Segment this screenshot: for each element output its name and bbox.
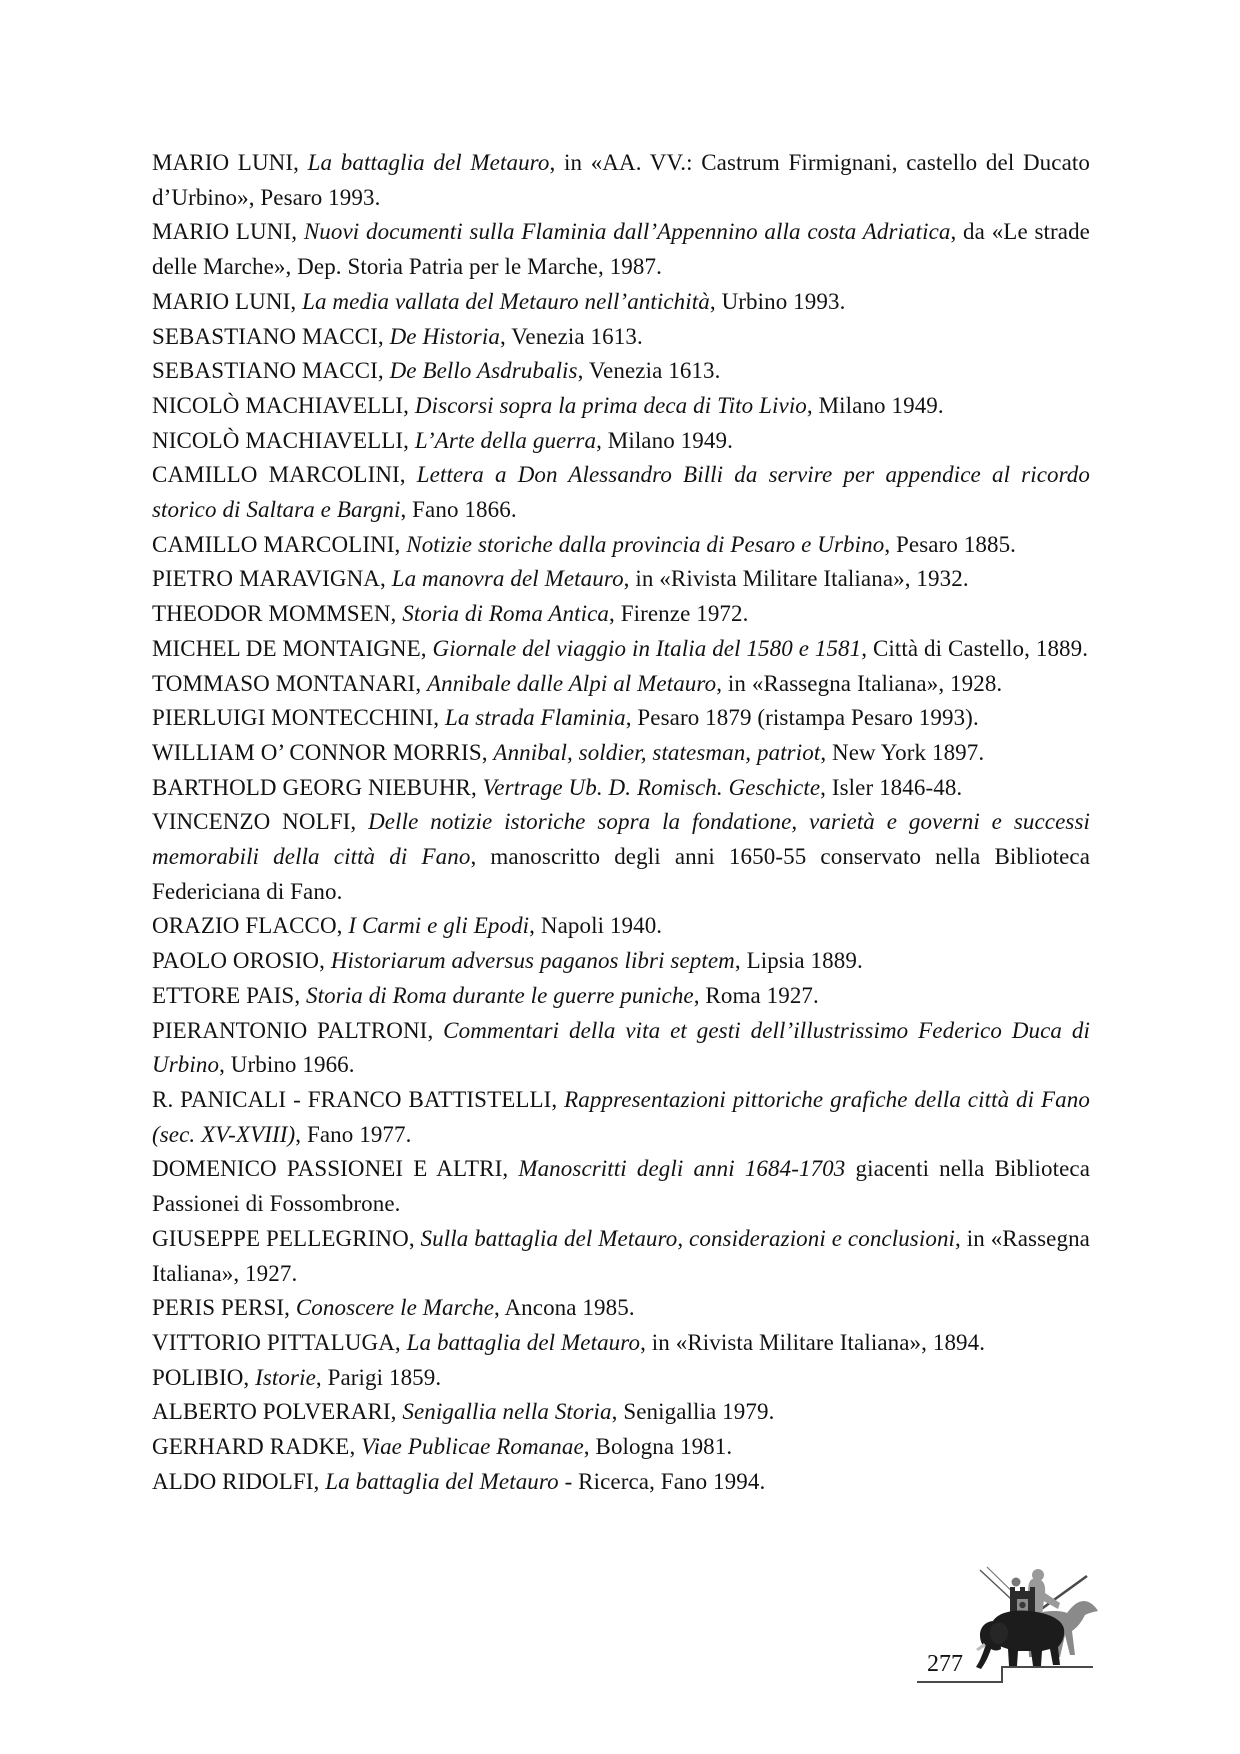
entry-rest: , Senigallia 1979. [611,1399,775,1425]
bibliography-entry [152,1152,1090,1221]
entry-title: Istorie [255,1364,316,1390]
entry-rest: , in «Rassegna Italiana», 1928. [716,670,1003,696]
entry-title: Delle notizie istoriche sopra la fondatione, varietà e governi e successi memorabili della città di Fano [152,809,1090,870]
entry-rest: , Urbino 1993. [709,288,846,314]
entry-title: De Bello Asdrubalis [389,358,578,384]
entry-author: MICHEL DE MONTAIGNE, [152,635,433,661]
entry-rest: , in «AA. VV.: Castrum Firmignani, castello del Ducato d’Urbino», Pesaro 1993. [152,150,1090,210]
entry-title: Senigallia nella Storia [402,1399,612,1425]
entry-rest: , New York 1897. [820,739,985,765]
bibliography-entry [152,285,1090,320]
bibliography-entry [152,389,1090,424]
entry-author: BARTHOLD GEORG NIEBUHR, [152,774,483,800]
entry-rest: - Ricerca, Fano 1994. [558,1468,766,1494]
bibliography-entry [152,805,1090,909]
entry-title: Lettera a Don Alessandro Billi da servire per appendice al ricordo storico di Saltara e Bargni [152,462,1091,523]
entry-author: PIETRO MARAVIGNA, [152,566,392,592]
entry-author: ALDO RIDOLFI, [152,1468,326,1494]
bibliography-entry [152,1083,1090,1152]
entry-rest: , Napoli 1940. [529,913,663,939]
entry-rest: giacenti nella Biblioteca Passionei di Fossombrone. [152,1156,1091,1217]
entry-author: MARIO LUNI, [152,150,308,175]
entry-author: PIERLUIGI MONTECCHINI, [152,705,445,731]
entry-rest: , Pesaro 1879 (ristampa Pesaro 1993). [625,705,979,731]
bibliography-entry [152,632,1090,667]
entry-title: Commentari della vita et gesti dell’illustrissimo Federico Duca di Urbino [152,1017,1090,1078]
bibliography-entry [152,979,1090,1014]
bibliography-entry [152,215,1090,284]
entry-author: SEBASTIANO MACCI, [152,358,390,384]
war-elephant-illustration [972,1563,1104,1671]
entry-rest: , Urbino 1966. [219,1052,355,1078]
bibliography-entry [152,528,1090,563]
entry-rest: , Firenze 1972. [609,601,749,627]
entry-rest: , Venezia 1613. [499,323,643,349]
page-number: 277 [927,1651,963,1677]
entry-author: NICOLÒ MACHIAVELLI, [152,427,415,453]
entry-title: Storia di Roma Antica [402,601,610,627]
entry-author: NICOLÒ MACHIAVELLI, [152,392,415,418]
entry-author: MARIO LUNI, [152,288,303,314]
footer-rule-lower [917,1681,1002,1683]
bibliography-entry [152,1326,1090,1361]
bibliography-entry [152,1430,1090,1465]
bibliography-entry [152,597,1090,632]
entry-rest: , Fano 1866. [400,497,517,523]
bibliography-entry [152,1222,1090,1291]
entry-title: L’Arte della guerra [414,427,597,453]
entry-author: CAMILLO MARCOLINI, [152,531,407,557]
entry-title: Annibal, soldier, statesman, patriot [493,739,821,765]
entry-rest: , in «Rivista Militare Italiana», 1932. [623,566,969,592]
entry-author: DOMENICO PASSIONEI E ALTRI, [152,1156,519,1182]
bibliography-entry [152,1361,1090,1396]
entry-author: VITTORIO PITTALUGA, [152,1329,407,1355]
bibliography-entry [152,562,1090,597]
bibliography-entry [152,146,1090,215]
bibliography-entry [152,1465,1090,1500]
entry-rest: , Parigi 1859. [315,1364,442,1390]
entry-author: ORAZIO FLACCO, [152,913,349,939]
entry-title: Rappresentazioni pittoriche grafiche della città di Fano (sec. XV-XVIII) [152,1086,1090,1147]
entry-rest: , Milano 1949. [596,427,733,453]
entry-rest: , da «Le strade delle Marche», Dep. Storia Patria per le Marche, 1987. [152,219,1090,280]
entry-author: CAMILLO MARCOLINI, [152,462,417,488]
entry-rest: , Bologna 1981. [583,1434,733,1460]
entry-title: Historiarum adversus paganos libri septem [330,948,735,974]
entry-title: La battaglia del Metauro [406,1329,641,1355]
entry-rest: , Isler 1846-48. [820,774,963,800]
entry-title: Conoscere le Marche [295,1295,495,1321]
entry-rest: , Ancona 1985. [494,1295,635,1321]
entry-title: La strada Flaminia [444,705,626,731]
entry-author: POLIBIO, [152,1364,256,1390]
bibliography-entry [152,771,1090,806]
entry-author: VINCENZO NOLFI, [152,809,369,835]
entry-title: La battaglia del Metauro [325,1468,559,1494]
entry-title: Annibale dalle Alpi al Metauro [427,670,717,696]
entry-title: De Historia [389,323,500,349]
entry-rest: , in «Rassegna Italiana», 1927. [152,1225,1090,1286]
bibliography-entry [152,944,1090,979]
entry-rest: , Venezia 1613. [577,358,721,384]
war-elephant-graphic [972,1563,1104,1671]
bibliography-list [152,146,1090,1499]
entry-title: La media vallata del Metauro nell’antichità [302,288,710,314]
footer-rule-upper [1001,1666,1093,1668]
entry-title: Nuovi documenti sulla Flaminia dall’Appennino alla costa Adriatica [303,219,951,245]
bibliography-entry [152,909,1090,944]
entry-rest: , Pesaro 1885. [884,531,1017,557]
entry-author: GERHARD RADKE, [152,1434,362,1460]
entry-author: GIUSEPPE PELLEGRINO, [152,1225,421,1251]
bibliography-entry [152,320,1090,355]
entry-title: Giornale del viaggio in Italia del 1580 e 1581 [432,635,862,661]
entry-author: R. PANICALI - FRANCO BATTISTELLI, [152,1086,565,1112]
bibliography-entry [152,1291,1090,1326]
entry-rest: , Lipsia 1889. [734,948,863,974]
entry-rest: , manoscritto degli anni 1650-55 conservato nella Biblioteca Federiciana di Fano. [152,844,1090,904]
entry-author: ETTORE PAIS, [152,982,307,1008]
entry-rest: , Roma 1927. [693,982,819,1008]
entry-rest: , Città di Castello, 1889. [861,635,1089,661]
entry-title: Storia di Roma durante le guerre puniche [306,982,694,1008]
entry-author: SEBASTIANO MACCI, [152,323,390,349]
entry-author: WILLIAM O’ CONNOR MORRIS, [152,739,494,765]
bibliography-entry [152,1395,1090,1430]
entry-title: Notizie storiche dalla provincia di Pesaro e Urbino [406,531,885,557]
entry-title: La battaglia del Metauro [307,150,550,175]
entry-author: MARIO LUNI, [152,219,304,245]
bibliography-entry [152,354,1090,389]
bibliography-entry [152,701,1090,736]
entry-title: Discorsi sopra la prima deca di Tito Livio [414,392,807,418]
entry-title: I Carmi e gli Epodi [348,913,530,939]
entry-author: PAOLO OROSIO, [152,948,331,974]
footer-rule-step [1001,1666,1003,1683]
entry-author: ALBERTO POLVERARI, [152,1399,403,1425]
entry-title: Manoscritti degli anni 1684-1703 [518,1156,846,1182]
entry-title: Sulla battaglia del Metauro, considerazioni e conclusioni [420,1225,956,1251]
entry-author: PERIS PERSI, [152,1295,296,1321]
bibliography-entry [152,424,1090,459]
entry-rest: , in «Rivista Militare Italiana», 1894. [640,1329,986,1355]
entry-rest: , Fano 1977. [295,1121,412,1147]
bibliography-entry [152,458,1090,527]
bibliography-entry [152,1014,1090,1083]
entry-title: Viae Publicae Romanae [361,1434,584,1460]
entry-title: Vertrage Ub. D. Romisch. Geschicte [482,774,821,800]
bibliography-entry [152,667,1090,702]
entry-title: La manovra del Metauro [391,566,624,592]
entry-author: TOMMASO MONTANARI, [152,670,428,696]
entry-author: PIERANTONIO PALTRONI, [152,1017,444,1043]
bibliography-entry [152,736,1090,771]
entry-rest: , Milano 1949. [806,392,944,418]
entry-author: THEODOR MOMMSEN, [152,601,403,627]
